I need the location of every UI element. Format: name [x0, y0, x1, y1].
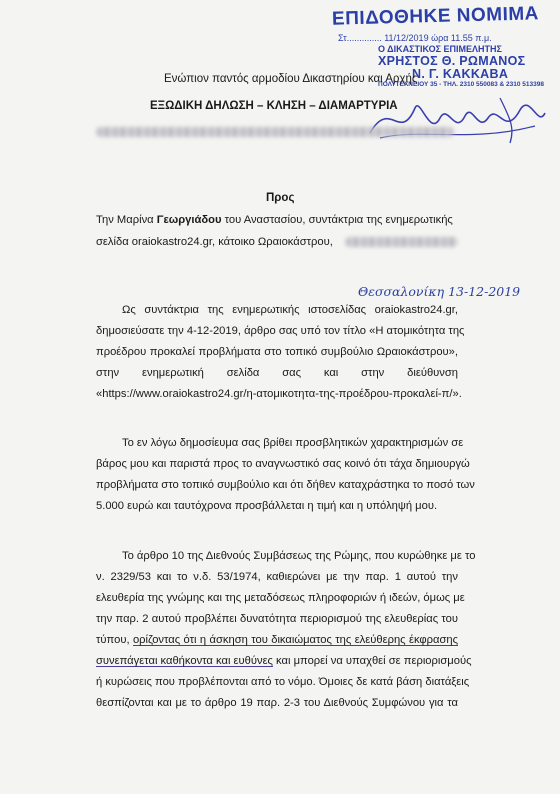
p1-line-4: στην ενημερωτική σελίδα σας και στην διεύθυνση: [96, 367, 458, 379]
p2-line-1: Το εν λόγω δημοσίευμα σας βρίθει προσβλητικών χαρακτηρισμών σε: [122, 437, 464, 449]
redacted-sender-details: [96, 127, 454, 137]
p3-line-5: τύπου, ορίζοντας ότι η άσκηση του δικαιώματος της ελεύθερης έκφρασης: [96, 634, 459, 646]
underlined-text-1: ορίζοντας ότι η άσκηση του δικαιώματος της ελεύθερης έκφρασης: [132, 634, 459, 646]
underlined-text-2: συνεπάγεται καθήκοντα και ευθύνες: [96, 655, 273, 667]
p3-line-3: ελευθερία της γνώμης και της μεταδόσεως πληροφοριών ή ιδεών, όμως με: [96, 592, 465, 604]
handwritten-place-date: Θεσσαλονίκη 13-12-2019: [358, 284, 521, 299]
recipient-line-1: Την Μαρίνα Γεωργιάδου του Αναστασίου, συντάκτρια της ενημερωτικής: [96, 214, 453, 226]
stamp-role: Ο ΔΙΚΑΣΤΙΚΟΣ ΕΠΙΜΕΛΗΤΗΣ: [378, 44, 502, 54]
p2-line-2: βάρος μου και παριστά προς το αναγνωστικό σας κοινό ότι τάχα δημιουργώ: [96, 458, 470, 470]
redacted-recipient-address: [345, 237, 458, 247]
p2-line-4: 5.000 ευρώ και ταυτόχρονα προσβάλλεται η τιμή και η υπόληψή μου.: [96, 500, 438, 512]
p1-line-3: προέδρου προκαλεί προβλήματα στο τοπικό συμβούλιο Ωραιοκάστρου»,: [96, 346, 458, 358]
p3-line-7: ή κυρώσεις που προβλέπονται από το νόμο. Όμοιες δε κατά βάση διατάξεις: [96, 676, 470, 688]
document-title: ΕΞΩΔΙΚΗ ΔΗΛΩΣΗ – ΚΛΗΣΗ – ΔΙΑΜΑΡΤΥΡΙΑ: [150, 100, 398, 112]
p2-line-3: προβλήματα στο τοπικό συμβούλιο και ότι δήθεν καταχράστηκα το ποσό των: [96, 479, 475, 491]
p3-line-4: την παρ. 2 αυτού προβλέπει δυνατότητα περιορισμού της ελευθερίας του: [96, 613, 458, 625]
stamp-name-2: Ν. Γ. ΚΑΚΚΑΒΑ: [412, 67, 509, 81]
stamp-title: ΕΠΙΔΟΘΗΚΕ ΝΟΜΙΜΑ: [331, 3, 540, 30]
recipient-line-2: σελίδα oraiokastro24.gr, κάτοικο Ωραιοκάστρου,: [96, 236, 333, 248]
p1-line-5: «https://www.oraiokastro24.gr/η-ατομικοτητα-της-προέδρου-προκαλεί-π/».: [96, 388, 462, 400]
recipient-heading: Προς: [266, 192, 295, 204]
stamp-name-1: ΧΡΗΣΤΟΣ Θ. ΡΩΜΑΝΟΣ: [378, 54, 526, 68]
stamp-address: ΠΟΛΥΤΕΧΝΕΙΟΥ 35 - ΤΗΛ. 2310 550083 & 2310 513398: [378, 81, 544, 88]
p3-line-1: Το άρθρο 10 της Διεθνούς Συμβάσεως της Ρώμης, που κυρώθηκε με το: [122, 550, 476, 562]
p1-line-2: δημοσιεύσατε την 4-12-2019, άρθρο σας υπό τον τίτλο «Η ατομικότητα της: [96, 325, 465, 337]
p3-line-6: συνεπάγεται καθήκοντα και ευθύνες και μπορεί να υπαχθεί σε περιορισμούς: [96, 655, 472, 667]
court-line: Ενώπιον παντός αρμοδίου Δικαστηρίου και Αρχής: [164, 73, 418, 85]
signature-scribble: [360, 88, 550, 148]
stamp-date-line: Στ.............. 11/12/2019 ώρα 11.55 π.μ.: [338, 33, 492, 43]
p1-line-1: Ως συντάκτρια της ενημερωτικής ιστοσελίδας oraiokastro24.gr,: [122, 304, 458, 316]
p3-line-2: ν. 2329/53 και το ν.δ. 53/1974, καθιερώνει με την παρ. 1 αυτού την: [96, 571, 458, 583]
p3-line-8: θεσπίζονται και με το άρθρο 19 παρ. 2-3 του Διεθνούς Συμφώνου για τα: [96, 697, 458, 709]
